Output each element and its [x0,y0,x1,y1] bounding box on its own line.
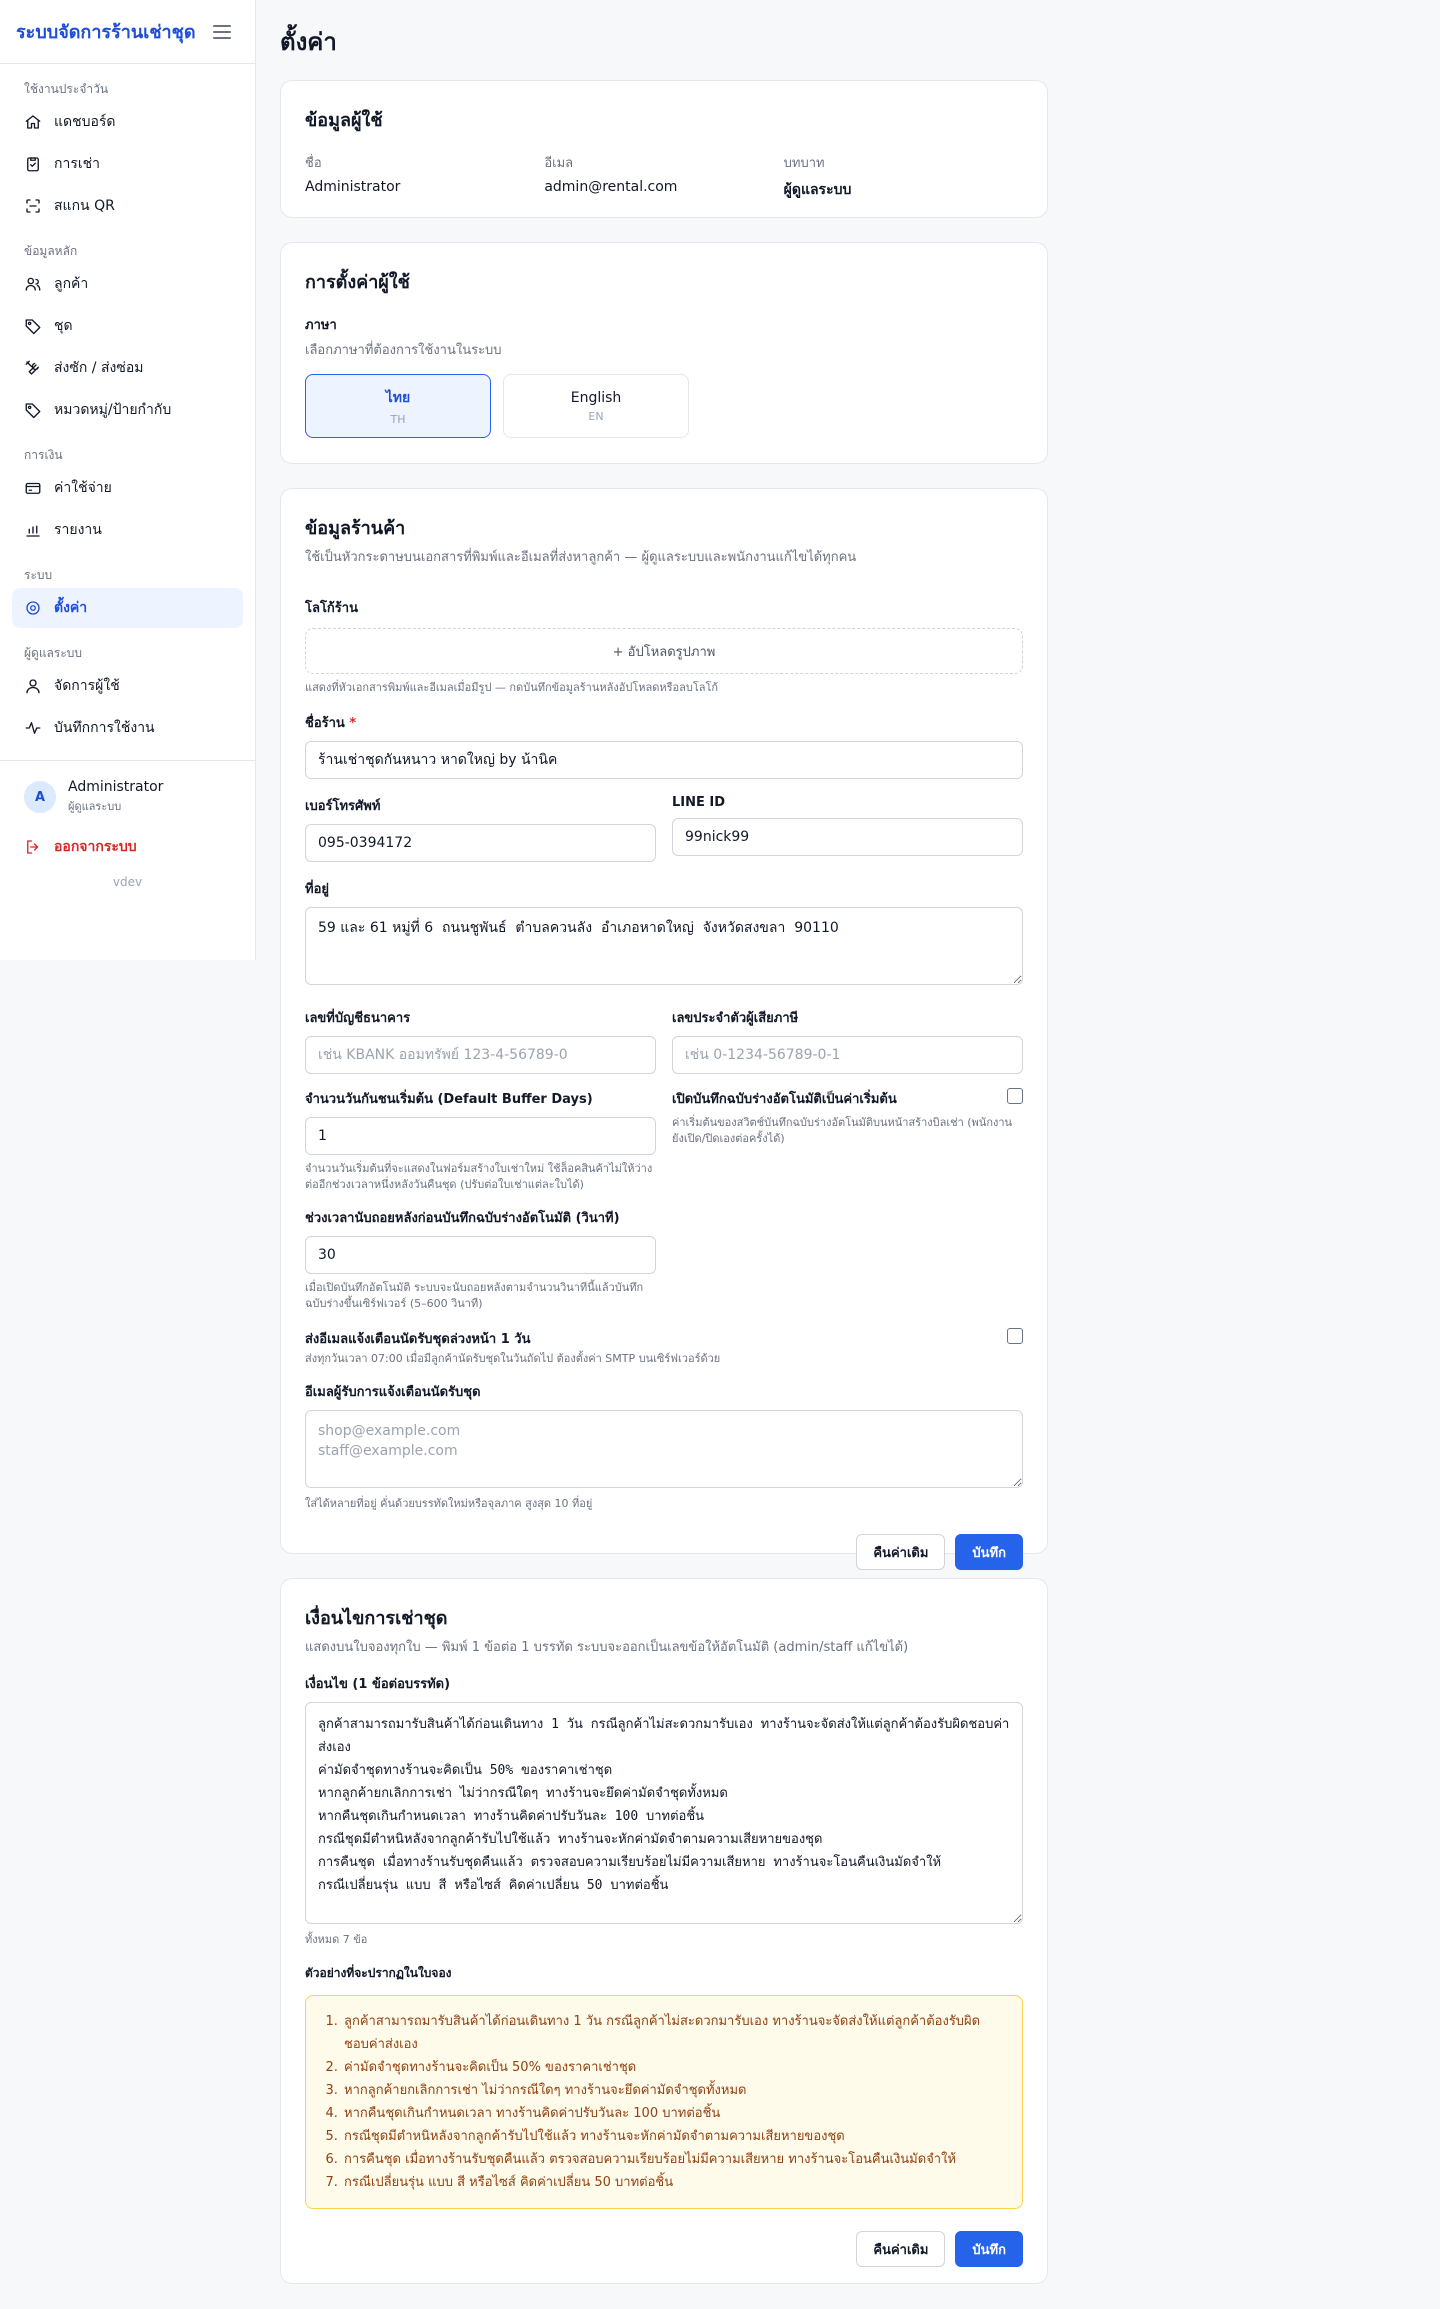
sidebar-item-label: หมวดหมู่/ป้ายกำกับ [54,402,172,418]
logout-icon [24,838,42,856]
label-icon [24,401,42,419]
terms-reset-button[interactable]: คืนค่าเดิม [856,2231,945,2267]
tools-icon [24,359,42,377]
sidebar-item-user[interactable] [12,666,243,706]
shop-info-title: ข้อมูลร้านค้า [305,518,406,539]
logo-hint: แสดงที่หัวเอกสารพิมพ์และอีเมลเมื่อมีรูป — กดบันทึกข้อมูลร้านหลังอัปโหลดหรือลบโลโก้ [305,681,719,694]
autosave-delay-hint: เมื่อเปิดบันทึกอัตโนมัติ ระบบจะนับถอยหลังตามจำนวนวินาทีนี้แล้วบันทึกฉบับร่างขึ้นเซิร์ฟเวอร์ (5–600 วินาที) [305,1281,644,1310]
email-value: admin@rental.com [544,179,678,195]
language-name: English [570,389,622,406]
role-label: บทบาท [783,156,825,171]
nav-section [0,564,255,628]
phone-input[interactable] [305,824,656,862]
address-textarea[interactable] [305,907,1023,985]
sidebar-item-label: รายงาน [54,522,102,538]
preview-list [342,2010,1002,2194]
autosave-default-hint: ค่าเริ่มต้นของสวิตช์บันทึกฉบับร่างอัตโนมัติบนหน้าสร้างบิลเช่า (พนักงานยังเปิด/ปิดเองต่อครั้งได้) [672,1116,1013,1145]
terms-save-button[interactable]: บันทึก [955,2231,1023,2267]
bank-account-label: เลขที่บัญชีธนาคาร [305,1011,411,1026]
clipboard-icon [24,155,42,173]
sidebar-item-label: ตั้งค่า [54,600,88,616]
sidebar-header [0,0,255,64]
tax-id-label: เลขประจำตัวผู้เสียภาษี [672,1011,799,1026]
required-mark: * [349,716,357,731]
app-title: ระบบจัดการร้านเช่าชุด [16,22,196,43]
sidebar-item-tag[interactable] [12,306,243,346]
sidebar-item-label: จัดการผู้ใช้ [54,678,120,694]
tag-icon [24,317,42,335]
qr-scan-icon [24,197,42,215]
wallet-icon [24,479,42,497]
sidebar [0,0,256,960]
users-icon [24,275,42,293]
sidebar-item-activity[interactable] [12,708,243,748]
terms-textarea[interactable] [305,1702,1023,1924]
preview-item: 1. ลูกค้าสามารถมารับสินค้าได้ก่อนเดินทาง 1 วัน กรณีลูกค้าไม่สะดวกมารับเอง ทางร้านจะจัดส่งให้แต่ลูกค้าต้องรับผิดชอบค่าส่งเอง [342,2010,1002,2056]
upload-logo-button[interactable]: + อัปโหลดรูปภาพ [305,628,1023,674]
sidebar-item-wallet[interactable] [12,468,243,508]
autosave-delay-label: ช่วงเวลานับถอยหลังก่อนบันทึกฉบับร่างอัตโนมัติ (วินาที) [305,1211,620,1226]
address-label: ที่อยู่ [305,882,329,897]
avatar: A [24,781,56,813]
name-label: ชื่อ [305,156,322,171]
language-code: EN [588,409,604,423]
language-name: ไทย [385,389,411,406]
autosave-default-label: เปิดบันทึกฉบับร่างอัตโนมัติเป็นค่าเริ่มต้น [672,1092,897,1107]
role-value: ผู้ดูแลระบบ [783,182,852,198]
sidebar-item-users[interactable] [12,264,243,304]
sidebar-item-label[interactable] [12,390,243,430]
user-info-card [280,80,1048,218]
nav-section-label: ผู้ดูแลระบบ [24,646,83,660]
preview-label: ตัวอย่างที่จะปรากฏในใบจอง [305,1966,452,1980]
nav-section [0,78,255,226]
phone-label: เบอร์โทรศัพท์ [305,799,381,814]
terms-preview [305,1995,1023,2209]
home-icon [24,113,42,131]
sidebar-item-label: ลูกค้า [54,276,89,292]
hamburger-menu-icon[interactable] [213,25,231,39]
language-label: ภาษา [305,318,337,333]
activity-icon [24,719,42,737]
shop-name-input[interactable] [305,741,1023,779]
logout-label: ออกจากระบบ [54,839,137,855]
buffer-days-hint: จำนวนวันเริ่มต้นที่จะแสดงในฟอร์มสร้างใบเช่าใหม่ ใช้ล็อคสินค้าไม่ให้ว่างต่ออีกช่วงเวลาหนึ่งหลังวันคืนชุด (ปรับต่อใบเช่าแต่ละใบได้) [305,1162,653,1191]
reminder-email-label: ส่งอีเมลแจ้งเตือนนัดรับชุดล่วงหน้า 1 วัน [305,1332,531,1347]
nav-section-label: ใช้งานประจำวัน [24,82,109,96]
bar-chart-icon [24,521,42,539]
reminder-email-checkbox[interactable] [1007,1328,1023,1344]
sidebar-nav [0,78,255,748]
nav-section [0,642,255,748]
sidebar-item-label: ส่งซัก / ส่งซ่อม [54,360,144,376]
nav-section [0,444,255,550]
line-id-input[interactable] [672,818,1023,856]
rental-terms-card [280,1578,1048,2284]
user-info-title: ข้อมูลผู้ใช้ [305,110,383,131]
version-label: vdev [112,875,143,889]
preview-item: 2. ค่ามัดจำชุดทางร้านจะคิดเป็น 50% ของราคาเช่าชุด [342,2056,1002,2079]
user-settings-title: การตั้งค่าผู้ใช้ [305,272,410,293]
reminder-recipients-hint: ใส่ได้หลายที่อยู่ คั่นด้วยบรรทัดใหม่หรือจุลภาค สูงสุด 10 ที่อยู่ [305,1497,593,1510]
language-option-th[interactable] [305,374,491,438]
preview-item: 7. กรณีเปลี่ยนรุ่น แบบ สี หรือไซส์ คิดค่าเปลี่ยน 50 บาทต่อชิ้น [342,2171,1002,2194]
sidebar-item-clipboard[interactable] [12,144,243,184]
email-label: อีเมล [544,156,574,171]
user-block [0,761,255,825]
sidebar-item-settings[interactable] [12,588,243,628]
settings-icon [24,599,42,617]
logo-label: โลโก้ร้าน [305,601,358,616]
rental-terms-title: เงื่อนไขการเช่าชุด [305,1608,448,1629]
rental-terms-subtitle: แสดงบนใบจองทุกใบ — พิมพ์ 1 ข้อต่อ 1 บรรทัด ระบบจะออกเป็นเลขข้อให้อัตโนมัติ (admin/staff แก้ไขได้) [305,1640,909,1655]
logout-button[interactable] [12,827,243,867]
buffer-days-input[interactable] [305,1117,656,1155]
preview-item: 6. การคืนชุด เมื่อทางร้านรับชุดคืนแล้ว ตรวจสอบความเรียบร้อยไม่มีความเสียหาย ทางร้านจะโอนคืนเงินมัดจำให้ [342,2148,1002,2171]
autosave-default-checkbox[interactable] [1007,1088,1023,1104]
nav-section-label: ระบบ [24,568,53,582]
terms-count: ทั้งหมด 7 ข้อ [305,1933,368,1946]
tax-id-input[interactable] [672,1036,1023,1074]
sidebar-item-home[interactable] [12,102,243,142]
sidebar-item-label: ค่าใช้จ่าย [54,480,112,496]
shop-save-button[interactable]: บันทึก [955,1534,1023,1570]
page-title: ตั้งค่า [280,28,337,56]
preview-item: 5. กรณีชุดมีตำหนิหลังจากลูกค้ารับไปใช้แล้ว ทางร้านจะหักค่ามัดจำตามความเสียหายของชุด [342,2125,1002,2148]
sidebar-item-label: แดชบอร์ด [54,114,116,130]
buffer-days-label: จำนวนวันกันชนเริ่มต้น (Default Buffer Days) [305,1092,593,1107]
autosave-delay-input[interactable] [305,1236,656,1274]
line-id-label: LINE ID [672,795,726,810]
reminder-recipients-label: อีเมลผู้รับการแจ้งเตือนนัดรับชุด [305,1385,481,1400]
sidebar-item-tools[interactable] [12,348,243,388]
nav-section-label: ข้อมูลหลัก [24,244,78,258]
language-hint: เลือกภาษาที่ต้องการใช้งานในระบบ [305,343,502,358]
sidebar-item-bar-chart[interactable] [12,510,243,550]
name-value: Administrator [305,179,401,195]
language-code: TH [390,412,406,426]
user-settings-card [280,242,1048,464]
shop-info-card [280,488,1048,1561]
terms-label: เงื่อนไข (1 ข้อต่อบรรทัด) [305,1677,451,1692]
user-name: Administrator [68,779,164,795]
sidebar-item-label: ชุด [54,318,73,334]
language-option-en[interactable] [503,374,689,438]
preview-item: 3. หากลูกค้ายกเลิกการเช่า ไม่ว่ากรณีใดๆ ทางร้านจะยึดค่ามัดจำชุดทั้งหมด [342,2079,1002,2102]
sidebar-item-label: สแกน QR [54,198,115,214]
preview-item: 4. หากคืนชุดเกินกำหนดเวลา ทางร้านคิดค่าปรับวันละ 100 บาทต่อชิ้น [342,2102,1002,2125]
shop-reset-button[interactable]: คืนค่าเดิม [856,1534,945,1570]
user-role: ผู้ดูแลระบบ [68,800,122,813]
shop-info-subtitle: ใช้เป็นหัวกระดาษบนเอกสารที่พิมพ์และอีเมลที่ส่งหาลูกค้า — ผู้ดูแลระบบและพนักงานแก้ไขได้ทุกคน [305,550,857,565]
reminder-recipients-textarea[interactable] [305,1410,1023,1488]
user-icon [24,677,42,695]
sidebar-item-label: บันทึกการใช้งาน [54,720,155,736]
nav-section-label: การเงิน [24,448,63,462]
sidebar-item-label: การเช่า [54,156,101,172]
bank-account-input[interactable] [305,1036,656,1074]
reminder-email-hint: ส่งทุกวันเวลา 07:00 เมื่อมีลูกค้านัดรับชุดในวันถัดไป ต้องตั้งค่า SMTP บนเซิร์ฟเวอร์ด้วย [305,1352,721,1365]
sidebar-item-qr-scan[interactable] [12,186,243,226]
nav-section [0,240,255,430]
shop-name-label: ชื่อร้าน * [305,716,357,731]
